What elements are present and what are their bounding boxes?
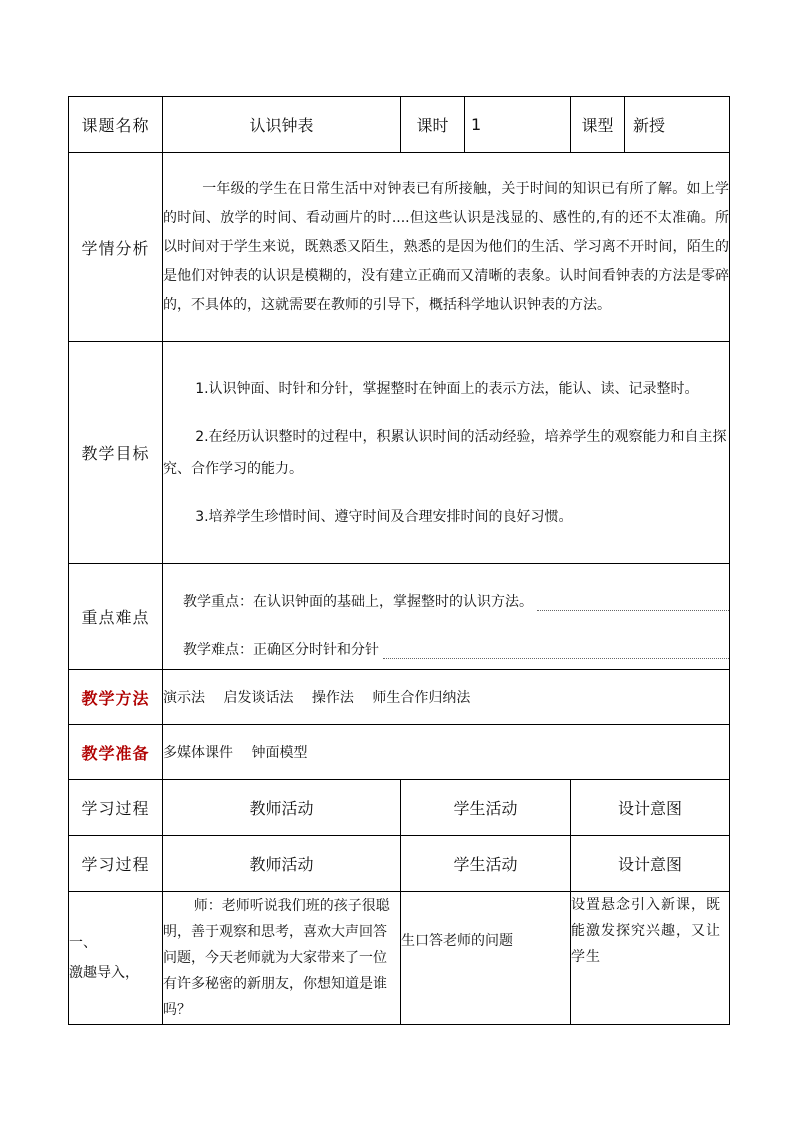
- process-header-row: [69, 780, 730, 836]
- key-points-content: [163, 564, 730, 670]
- step1-student-activity: 生口答老师的问题: [401, 892, 571, 1025]
- step1-stage-title: 激趣导入，: [69, 965, 139, 981]
- analysis-text: [163, 153, 730, 342]
- preparation-row: [69, 725, 730, 780]
- dotted-fill-line: [537, 592, 729, 611]
- step1-stage-number: 一、: [69, 935, 97, 951]
- difficulty-text: 教学难点：正确区分时针和分针: [183, 641, 379, 658]
- hours-label: 课时: [401, 97, 465, 153]
- process-col-teacher: 教师活动: [163, 780, 401, 836]
- process-col-stage: 学习过程: [69, 836, 163, 892]
- key-points-label: 重点难点: [69, 564, 163, 670]
- goal-item: 1.认识钟面、时针和分针，掌握整时在钟面上的表示方法，能认、读、记录整时。: [195, 380, 699, 397]
- process-col-stage: 学习过程: [69, 780, 163, 836]
- methods-row: [69, 670, 730, 725]
- type-label: 课型: [571, 97, 625, 153]
- key-points-row: [69, 564, 730, 670]
- goals-row: [69, 342, 730, 564]
- step1-stage: [69, 892, 163, 1025]
- process-header-row-repeat: [69, 836, 730, 892]
- preparation-value: 多媒体课件 钟面模型: [163, 725, 730, 780]
- preparation-label: 教学准备: [69, 725, 163, 780]
- type-value: 新授: [625, 97, 730, 153]
- process-col-intent: 设计意图: [571, 836, 730, 892]
- process-col-teacher: 教师活动: [163, 836, 401, 892]
- hours-value: 1: [465, 97, 571, 153]
- lesson-plan-table: [68, 96, 730, 1025]
- goal-item: 2.在经历认识整时的过程中，积累认识时间的活动经验，培养学生的观察能力和自主探究、合作学习的能力。: [163, 428, 727, 477]
- difficulty-line: [183, 633, 729, 659]
- goals-label: 教学目标: [69, 342, 163, 564]
- header-row: [69, 97, 730, 153]
- course-value: 认识钟表: [163, 97, 401, 153]
- process-col-student: 学生活动: [401, 780, 571, 836]
- goals-list: [163, 342, 730, 564]
- course-label: 课题名称: [69, 97, 163, 153]
- focus-line: [183, 585, 729, 611]
- analysis-label: 学情分析: [69, 153, 163, 342]
- step1-row: [69, 892, 730, 1025]
- dotted-fill-line: [383, 640, 729, 659]
- analysis-paragraph: 一年级的学生在日常生活中对钟表已有所接触，关于时间的知识已有所了解。如上学的时间、放学的时间、看动画片的时....但这些认识是浅显的、感性的,有的还不太准确。所以时间对于学生来说，既熟悉又陌生，熟悉的是因为他们的生活、学习离不开时间，陌生的是他们对钟表的认识是模糊的，没有建立正确而又清晰的表象。认时间看钟表的方法是零碎的，不具体的，这就需要在教师的引导下，概括科学地认识钟表的方法。: [163, 180, 729, 313]
- methods-label: 教学方法: [69, 670, 163, 725]
- step1-design-intent: 设置悬念引入新课，既能激发探究兴趣，又让学生: [571, 892, 730, 1025]
- methods-value: 演示法 启发谈话法 操作法 师生合作归纳法: [163, 670, 730, 725]
- analysis-row: [69, 153, 730, 342]
- goal-item: 3.培养学生珍惜时间、遵守时间及合理安排时间的良好习惯。: [195, 508, 573, 525]
- focus-text: 教学重点：在认识钟面的基础上，掌握整时的认识方法。: [183, 593, 533, 610]
- process-col-intent: 设计意图: [571, 780, 730, 836]
- process-col-student: 学生活动: [401, 836, 571, 892]
- step1-teacher-activity: 师：老师听说我们班的孩子很聪明，善于观察和思考，喜欢大声回答问题，今天老师就为大家带来了一位有许多秘密的新朋友，你想知道是谁吗？: [163, 892, 401, 1025]
